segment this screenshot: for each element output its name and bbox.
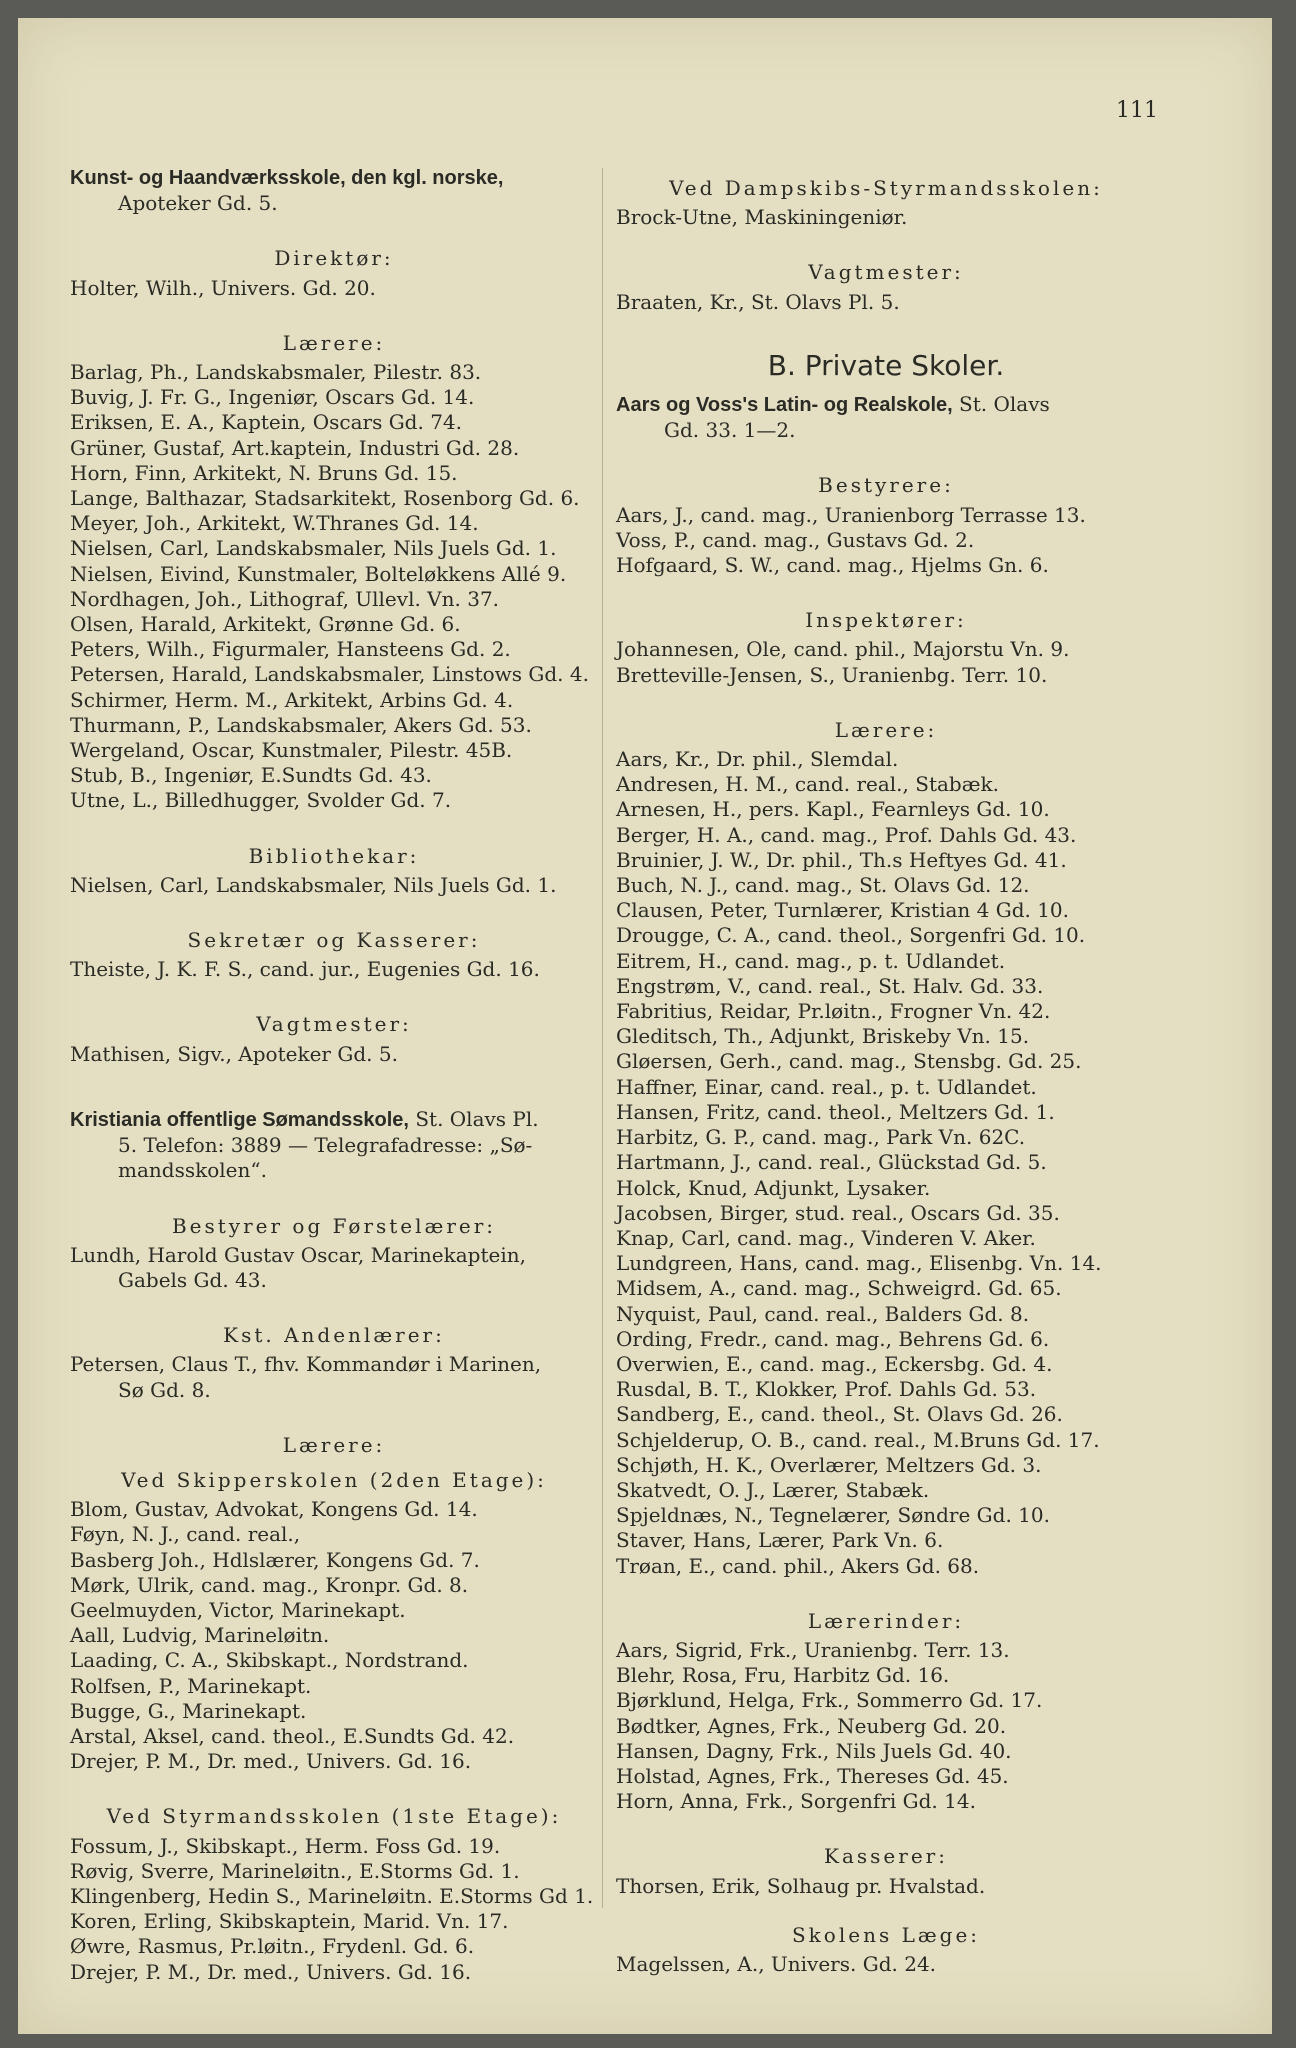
directory-entry: Bretteville-Jensen, S., Uranienbg. Terr. 10. — [616, 662, 1048, 687]
entry-continuation: 5. Telefon: 3889 — Telegrafadresse: „Sø- — [118, 1133, 533, 1158]
directory-entry: Geelmuyden, Victor, Marinekapt. — [70, 1597, 406, 1622]
column-divider — [602, 168, 603, 1908]
directory-entry: Nyquist, Paul, cand. real., Balders Gd. 8. — [616, 1301, 1030, 1326]
directory-entry: Holck, Knud, Adjunkt, Lysaker. — [616, 1175, 931, 1200]
directory-entry: Drougge, C. A., cand. theol., Sorgenfri Gd. 10. — [616, 923, 1086, 948]
directory-entry: Mathisen, Sigv., Apoteker Gd. 5. — [70, 1041, 398, 1066]
directory-entry: Føyn, N. J., cand. real., — [70, 1522, 301, 1547]
section-heading: Skolens Læge: — [791, 1922, 981, 1947]
section-heading: Bibliothekar: — [248, 843, 420, 868]
entry-continuation: Gabels Gd. 43. — [118, 1267, 267, 1292]
entry-continuation: mandsskolen“. — [118, 1158, 267, 1183]
directory-entry: Koren, Erling, Skibskaptein, Marid. Vn. 17. — [70, 1909, 509, 1934]
directory-entry: Nordhagen, Joh., Lithograf, Ullevl. Vn. 37. — [70, 586, 500, 611]
spacer — [616, 230, 1156, 250]
directory-entry: Grüner, Gustaf, Art.kaptein, Industri Gd. 28. — [70, 435, 520, 460]
directory-entry: Jacobsen, Birger, stud. real., Oscars Gd. 35. — [616, 1200, 1060, 1225]
section-heading: Kst. Andenlærer: — [223, 1323, 445, 1348]
directory-entry: Fabritius, Reidar, Pr.løitn., Frogner Vn. 42. — [616, 999, 1051, 1024]
directory-entry: Hansen, Dagny, Frk., Nils Juels Gd. 40. — [616, 1738, 1012, 1763]
page-number: 111 — [1116, 98, 1158, 123]
school-heading — [70, 1107, 598, 1133]
spacer — [70, 814, 598, 834]
section-heading: Vagtmester: — [256, 1012, 412, 1037]
directory-entry: Stub, B., Ingeniør, E.Sundts Gd. 43. — [70, 763, 432, 788]
directory-entry: Thurmann, P., Landskabsmaler, Akers Gd. 53. — [70, 712, 532, 737]
directory-entry: Aall, Ludvig, Marineløitn. — [70, 1623, 330, 1648]
spacer — [70, 1087, 598, 1107]
directory-entry: Drejer, P. M., Dr. med., Univers. Gd. 16. — [70, 1959, 472, 1984]
spacer — [616, 315, 1156, 335]
directory-entry: Holstad, Agnes, Frk., Thereses Gd. 45. — [616, 1763, 1009, 1788]
directory-entry: Trøan, E., cand. phil., Akers Gd. 68. — [616, 1553, 980, 1578]
directory-entry: Buch, N. J., cand. mag., St. Olavs Gd. 12. — [616, 873, 1030, 898]
spacer — [70, 1774, 598, 1794]
section-title: B. Private Skoler. — [767, 348, 1005, 382]
directory-entry: Voss, P., cand. mag., Gustavs Gd. 2. — [616, 527, 975, 552]
directory-entry: Ording, Fredr., cand. mag., Behrens Gd. 6. — [616, 1326, 1050, 1351]
directory-entry: Magelssen, A., Univers. Gd. 24. — [616, 1951, 937, 1976]
directory-entry: Hansen, Fritz, cand. theol., Meltzers Gd. 1. — [616, 1099, 1055, 1124]
spacer — [70, 898, 598, 918]
directory-entry: Bugge, G., Marinekapt. — [70, 1698, 307, 1723]
directory-entry: Braaten, Kr., St. Olavs Pl. 5. — [616, 289, 900, 314]
directory-entry: Berger, H. A., cand. mag., Prof. Dahls Gd. 43. — [616, 822, 1077, 847]
section-heading: Lærere: — [282, 330, 386, 355]
entry-continuation: Gd. 33. 1—2. — [664, 418, 796, 443]
directory-entry: Fossum, J., Skibskapt., Herm. Foss Gd. 19. — [70, 1833, 501, 1858]
section-heading: Direktør: — [274, 246, 394, 271]
directory-entry: Bødtker, Agnes, Frk., Neuberg Gd. 20. — [616, 1713, 1007, 1738]
directory-entry: Staver, Hans, Lærer, Park Vn. 6. — [616, 1528, 944, 1553]
section-heading: Lærerinder: — [807, 1608, 965, 1633]
school-address: St. Olavs — [952, 392, 1050, 417]
directory-entry: Blom, Gustav, Advokat, Kongens Gd. 14. — [70, 1497, 478, 1522]
directory-entry: Olsen, Harald, Arkitekt, Grønne Gd. 6. — [70, 612, 461, 637]
directory-entry: Laading, C. A., Skibskapt., Nordstrand. — [70, 1648, 469, 1673]
directory-entry: Mørk, Ulrik, cand. mag., Kronpr. Gd. 8. — [70, 1572, 469, 1597]
spacer — [70, 301, 598, 321]
directory-entry: Peters, Wilh., Figurmaler, Hansteens Gd. 2. — [70, 637, 511, 662]
directory-entry: Bruinier, J. W., Dr. phil., Th.s Heftyes Gd. 41. — [616, 847, 1067, 872]
directory-entry: Meyer, Joh., Arkitekt, W.Thranes Gd. 14. — [70, 511, 479, 536]
directory-entry: Clausen, Peter, Turnlærer, Kristian 4 Gd. 10. — [616, 898, 1070, 923]
directory-entry: Wergeland, Oscar, Kunstmaler, Pilestr. 45B. — [70, 738, 513, 763]
school-name: Kunst- og Haandværksskole, den kgl. norske, — [70, 167, 504, 189]
directory-entry: Lundh, Harold Gustav Oscar, Marinekaptein, — [70, 1242, 526, 1267]
spacer — [616, 1899, 1156, 1913]
spacer — [616, 1579, 1156, 1599]
directory-entry: Aars, Kr., Dr. phil., Slemdal. — [616, 747, 899, 772]
spacer — [616, 688, 1156, 708]
directory-entry: Aars, Sigrid, Frk., Uranienbg. Terr. 13. — [616, 1637, 1010, 1662]
section-heading: Lærere: — [282, 1432, 386, 1457]
directory-entry: Nielsen, Carl, Landskabsmaler, Nils Juels Gd. 1. — [70, 872, 557, 897]
directory-entry: Sandberg, E., cand. theol., St. Olavs Gd. 26. — [616, 1402, 1063, 1427]
directory-entry: Buvig, J. Fr. G., Ingeniør, Oscars Gd. 14. — [70, 385, 475, 410]
spacer — [70, 1184, 598, 1204]
directory-entry: Gleditsch, Th., Adjunkt, Briskeby Vn. 15. — [616, 1024, 1030, 1049]
directory-entry: Nielsen, Carl, Landskabsmaler, Nils Juels Gd. 1. — [70, 536, 557, 561]
directory-entry: Engstrøm, V., cand. real., St. Halv. Gd. 33. — [616, 973, 1044, 998]
section-heading: Ved Styrmandsskolen (1ste Etage): — [106, 1804, 562, 1829]
section-heading: Ved Skipperskolen (2den Etage): — [121, 1467, 547, 1492]
directory-entry: Hofgaard, S. W., cand. mag., Hjelms Gn. 6. — [616, 553, 1049, 578]
section-heading: Lærere: — [834, 717, 938, 742]
directory-entry: Thorsen, Erik, Solhaug pr. Hvalstad. — [616, 1873, 986, 1898]
directory-entry: Klingenberg, Hedin S., Marineløitn. E.Storms Gd 1. — [70, 1883, 594, 1908]
directory-entry: Skatvedt, O. J., Lærer, Stabæk. — [616, 1477, 930, 1502]
directory-entry: Brock-Utne, Maskiningeniør. — [616, 205, 908, 230]
directory-entry: Hartmann, J., cand. real., Glückstad Gd. 5. — [616, 1150, 1047, 1175]
directory-entry: Andresen, H. M., cand. real., Stabæk. — [616, 772, 999, 797]
spacer — [70, 1293, 598, 1313]
spacer — [70, 1403, 598, 1423]
entry-continuation: Apoteker Gd. 5. — [118, 191, 278, 216]
directory-entry: Arnesen, H., pers. Kapl., Fearnleys Gd. 10. — [616, 797, 1050, 822]
section-heading: Inspektører: — [805, 608, 967, 633]
directory-entry: Lange, Balthazar, Stadsarkitekt, Rosenborg Gd. 6. — [70, 486, 580, 511]
directory-entry: Eriksen, E. A., Kaptein, Oscars Gd. 74. — [70, 410, 463, 435]
section-heading: Bestyrere: — [818, 473, 954, 498]
directory-entry: Røvig, Sverre, Marineløitn., E.Storms Gd. 1. — [70, 1858, 520, 1883]
directory-entry: Spjeldnæs, N., Tegnelærer, Søndre Gd. 10. — [616, 1503, 1050, 1528]
section-heading: Ved Dampskibs-Styrmandsskolen: — [669, 176, 1103, 200]
directory-entry: Nielsen, Eivind, Kunstmaler, Bolteløkkens Allé 9. — [70, 561, 567, 586]
directory-entry: Gløersen, Gerh., cand. mag., Stensbg. Gd. 25. — [616, 1049, 1082, 1074]
directory-entry: Lundgreen, Hans, cand. mag., Elisenbg. Vn. 14. — [616, 1251, 1102, 1276]
directory-entry: Knap, Carl, cand. mag., Vinderen V. Aker. — [616, 1225, 1036, 1250]
school-name: Kristiania offentlige Sømandsskole, — [70, 1108, 409, 1131]
school-address: St. Olavs Pl. — [408, 1106, 539, 1131]
document-page — [18, 18, 1272, 2034]
directory-entry: Harbitz, G. P., cand. mag., Park Vn. 62C. — [616, 1125, 1026, 1150]
directory-entry: Bjørklund, Helga, Frk., Sommerro Gd. 17. — [616, 1688, 1043, 1713]
directory-entry: Aars, J., cand. mag., Uranienborg Terrasse 13. — [616, 502, 1086, 527]
directory-entry: Holter, Wilh., Univers. Gd. 20. — [70, 275, 376, 300]
directory-entry: Rusdal, B. T., Klokker, Prof. Dahls Gd. 53. — [616, 1377, 1037, 1402]
section-heading: Bestyrer og Førstelærer: — [171, 1213, 497, 1238]
directory-entry: Basberg Joh., Hdlslærer, Kongens Gd. 7. — [70, 1547, 480, 1572]
directory-entry: Blehr, Rosa, Fru, Harbitz Gd. 16. — [616, 1663, 950, 1688]
directory-entry: Horn, Finn, Arkitekt, N. Bruns Gd. 15. — [70, 460, 458, 485]
directory-entry: Øwre, Rasmus, Pr.løitn., Frydenl. Gd. 6. — [70, 1934, 475, 1959]
directory-entry: Theiste, J. K. F. S., cand. jur., Eugenies Gd. 16. — [70, 957, 540, 982]
directory-entry: Midsem, A., cand. mag., Schweigrd. Gd. 65. — [616, 1276, 1062, 1301]
directory-entry: Drejer, P. M., Dr. med., Univers. Gd. 16. — [70, 1749, 472, 1774]
directory-entry: Horn, Anna, Frk., Sorgenfri Gd. 14. — [616, 1789, 976, 1814]
directory-entry: Arstal, Aksel, cand. theol., E.Sundts Gd. 42. — [70, 1723, 515, 1748]
section-heading: Sekretær og Kasserer: — [187, 928, 481, 953]
spacer — [70, 1067, 598, 1087]
directory-entry: Petersen, Harald, Landskabsmaler, Linstows Gd. 4. — [70, 662, 589, 687]
spacer — [616, 1814, 1156, 1834]
directory-entry: Johannesen, Ole, cand. phil., Majorstu Vn. 9. — [616, 637, 1070, 662]
directory-entry: Overwien, E., cand. mag., Eckersbg. Gd. 4. — [616, 1351, 1053, 1376]
school-heading — [616, 392, 1156, 418]
directory-entry: Schjøth, H. K., Overlærer, Meltzers Gd. 3. — [616, 1452, 1042, 1477]
section-heading: Vagtmester: — [808, 260, 964, 285]
directory-entry: Petersen, Claus T., fhv. Kommandør i Marinen, — [70, 1352, 542, 1377]
section-heading: Kasserer: — [824, 1844, 948, 1869]
directory-entry: Barlag, Ph., Landskabsmaler, Pilestr. 83. — [70, 360, 482, 385]
directory-entry: Rolfsen, P., Marinekapt. — [70, 1673, 312, 1698]
spacer — [616, 578, 1156, 598]
entry-continuation: Sø Gd. 8. — [118, 1377, 211, 1402]
left-column — [70, 166, 598, 1985]
spacer — [70, 982, 598, 1002]
directory-entry: Schjelderup, O. B., cand. real., M.Bruns Gd. 17. — [616, 1427, 1100, 1452]
directory-entry: Schirmer, Herm. M., Arkitekt, Arbins Gd. 4. — [70, 687, 514, 712]
directory-entry: Utne, L., Billedhugger, Svolder Gd. 7. — [70, 788, 452, 813]
directory-entry: Eitrem, H., cand. mag., p. t. Udlandet. — [616, 948, 1006, 973]
school-name: Aars og Voss's Latin- og Realskole, — [616, 394, 953, 417]
directory-entry: Haffner, Einar, cand. real., p. t. Udlandet. — [616, 1074, 1037, 1099]
right-column — [616, 166, 1156, 1977]
spacer — [70, 216, 598, 236]
spacer — [616, 443, 1156, 463]
